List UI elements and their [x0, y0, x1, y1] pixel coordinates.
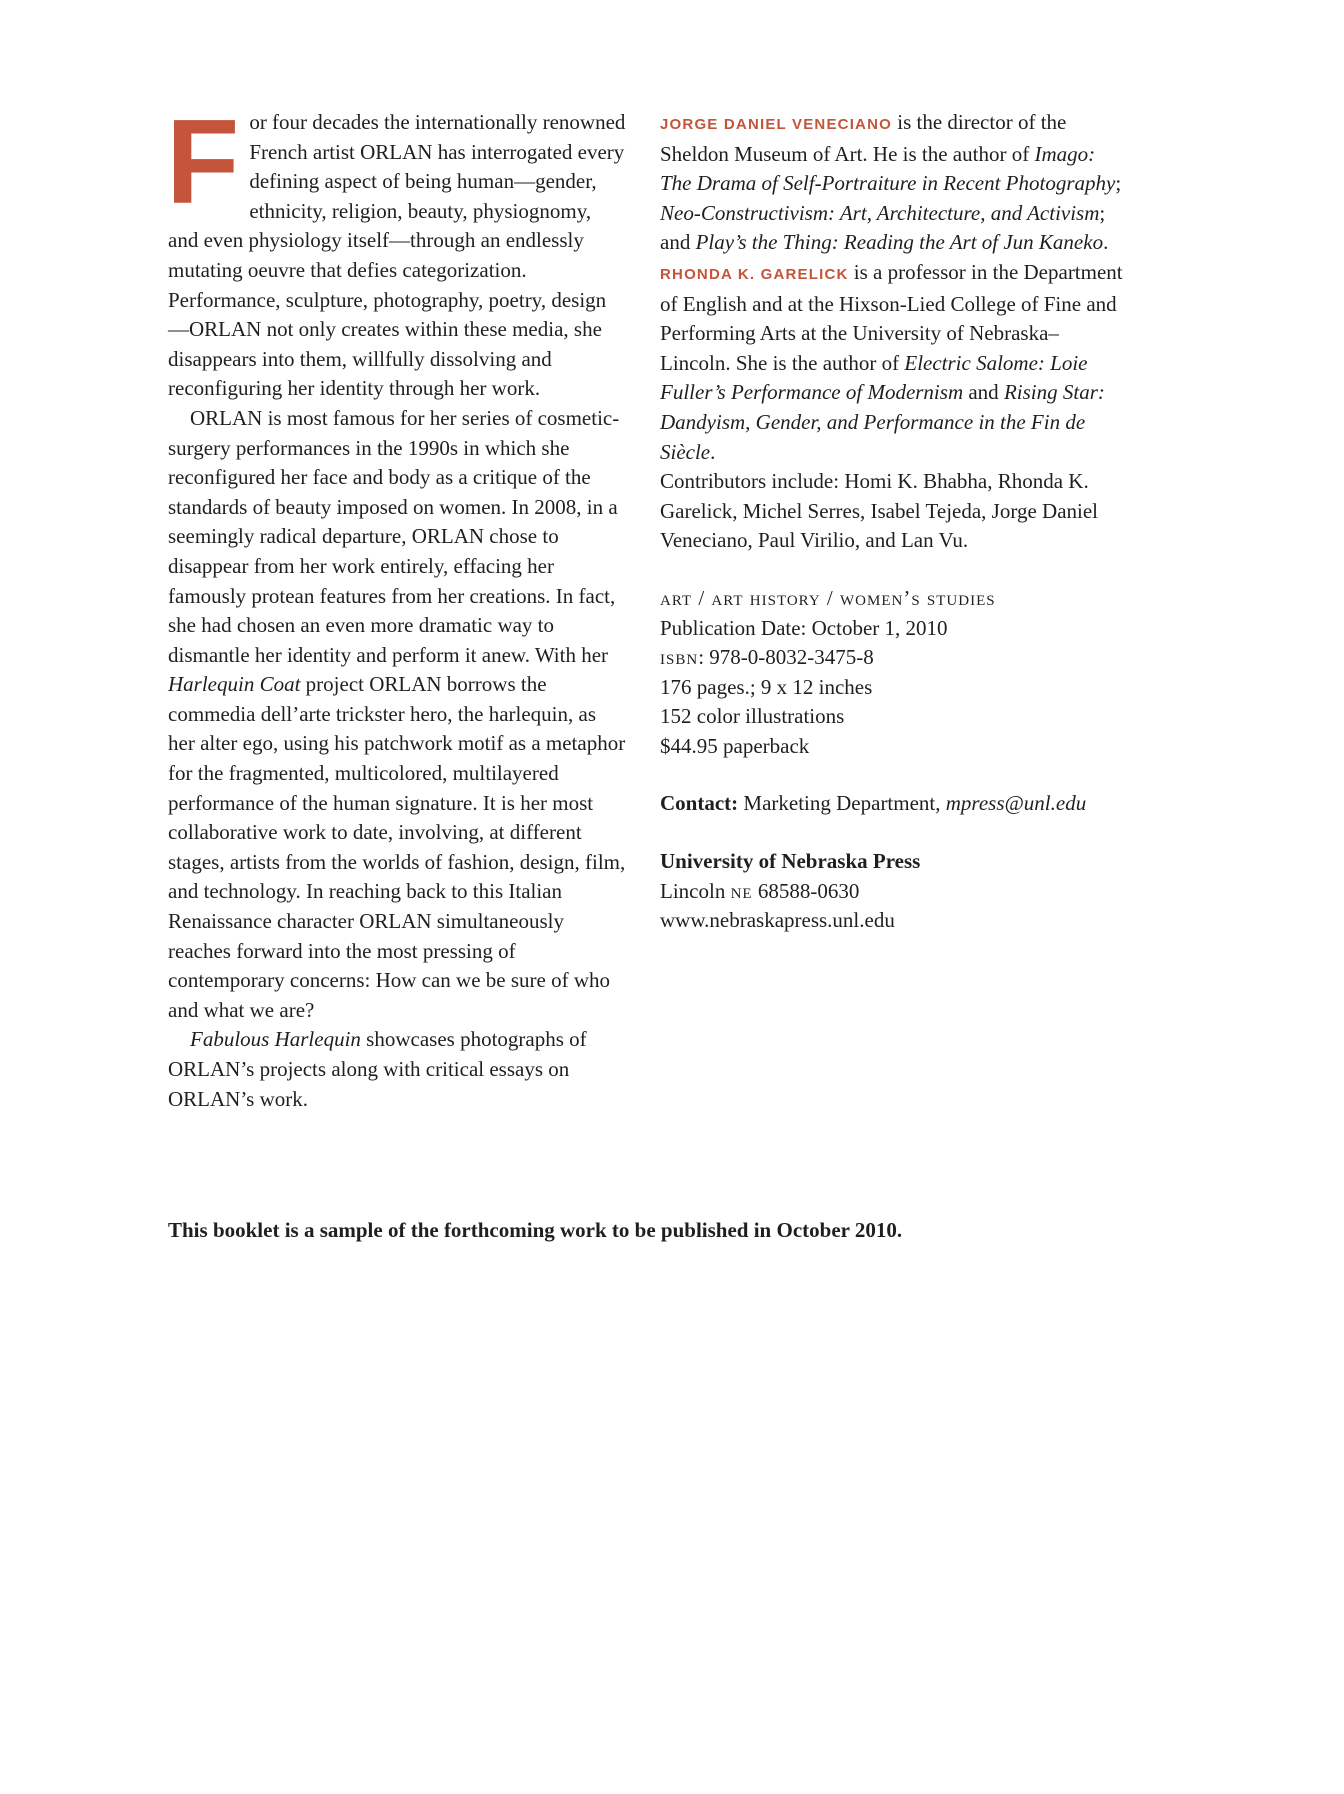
- publisher-info: [660, 847, 1126, 936]
- publication-date: Publication Date: October 1, 2010: [660, 615, 948, 640]
- contact-department: Marketing Department,: [738, 791, 946, 816]
- description-paragraph-3: [168, 1025, 626, 1114]
- book-title: Fabulous Harlequin: [190, 1027, 361, 1052]
- author-bio-veneciano: is the director of the Sheldon Museum of Art. He is the author of: [660, 110, 1067, 166]
- description-p1-text: or four decades the internationally renowned French artist ORLAN has interrogated every defining aspect of being human—gender, ethnicity, religion, beauty, physiognomy, and even physiology itself—through an endlessly mutating oeuvre that defies categorization. Performance, sculpture, photography, poetry, design—ORLAN not only creates within these media, she disappears into them, willfully dissolving and reconfiguring her identity through her work.: [168, 110, 626, 401]
- illustrations: 152 color illustrations: [660, 704, 845, 729]
- description-p3-text: showcases photographs of ORLAN’s projects along with critical essays on ORLAN’s work.: [168, 1027, 587, 1111]
- contact-email[interactable]: mpress@unl.edu: [945, 791, 1087, 816]
- separator: ;: [1115, 171, 1122, 196]
- page-count: 176 pages.; 9 x 12 inches: [660, 674, 873, 699]
- publisher-name: University of Nebraska Press: [660, 849, 921, 874]
- drop-cap: F: [166, 95, 240, 229]
- book-neo-constructivism: Neo-Constructivism: Art, Architecture, and Activism: [660, 200, 1100, 225]
- description-paragraph-1: [166, 95, 626, 404]
- isbn-value: : 978-0-8032-3475-8: [698, 645, 874, 670]
- separator: and: [963, 380, 1004, 405]
- publisher-website[interactable]: www.nebraskapress.unl.edu: [660, 908, 895, 933]
- publisher-city: Lincoln: [660, 878, 731, 903]
- author-bio-garelick: is a professor in the Department of English and at the Hixson-Lied College of Fine and Performing Arts at the University of Nebraska–Lincoln. She is the author of: [660, 259, 1123, 375]
- book-plays-the-thing: Play’s the Thing: Reading the Art of Jun Kaneko: [695, 230, 1104, 255]
- publisher-state: ne: [730, 878, 753, 903]
- subject-category: art / art history / women’s studies: [660, 585, 996, 610]
- publisher-zip: 68588-0630: [752, 878, 860, 903]
- book-details: [660, 108, 1126, 936]
- footer-note: This booklet is a sample of the forthcoming work to be published in October 2010.: [168, 1218, 903, 1242]
- book-electric-salome: Electric Salome: Loie Fuller’s Performance of Modernism: [660, 350, 1088, 405]
- separator: .: [710, 439, 716, 464]
- separator: .: [1103, 230, 1109, 255]
- description-p2-text-b: project ORLAN borrows the commedia dell’arte trickster hero, the harlequin, as her alter ego, using his patchwork motif as a metaphor for the fragmented, multicolored, multilayered performance of the human signature. It is her most collaborative work to date, involving, at different stages, artists from the worlds of fashion, design, film, and technology. In reaching back to this Italian Renaissance character ORLAN simultaneously reaches forward into the most pressing of contemporary concerns: How can we be sure of who and what we are?: [168, 672, 626, 1022]
- contact-info: [660, 789, 1126, 819]
- harlequin-coat-title: Harlequin Coat: [168, 672, 301, 697]
- contributors: Contributors include: Homi K. Bhabha, Rhonda K. Garelick, Michel Serres, Isabel Tejeda, Jorge Daniel Veneciano, Paul Virilio, and Lan Vu.: [660, 469, 1099, 553]
- description-p2-text-a: ORLAN is most famous for her series of cosmetic-surgery performances in the 1990s in which she reconfigured her face and body as a critique of the standards of beauty imposed on women. In 2008, in a seemingly radical departure, ORLAN chose to disappear from her work entirely, effacing her famously protean features from her creations. In fact, she had chosen an even more dramatic way to dismantle her identity and perform it anew. With her: [168, 405, 620, 667]
- author-name-veneciano: JORGE DANIEL VENECIANO: [660, 116, 892, 133]
- author-bios: [660, 108, 1126, 467]
- contact-label: Contact:: [660, 791, 739, 816]
- price: $44.95 paperback: [660, 733, 810, 758]
- separator: ; and: [660, 200, 1106, 255]
- book-description: [166, 95, 626, 1114]
- isbn: [660, 643, 1126, 673]
- book-imago: Imago: The Drama of Self-Portraiture in Recent Photography: [660, 141, 1116, 196]
- author-name-garelick: RHONDA K. GARELICK: [660, 265, 849, 283]
- description-paragraph-2: [168, 404, 626, 1025]
- publication-info: [660, 584, 1126, 762]
- book-rising-star: Rising Star: Dandyism, Gender, and Performance in the Fin de Siècle: [660, 380, 1105, 464]
- publisher-address: [660, 877, 1126, 907]
- isbn-label: isbn: [660, 645, 699, 670]
